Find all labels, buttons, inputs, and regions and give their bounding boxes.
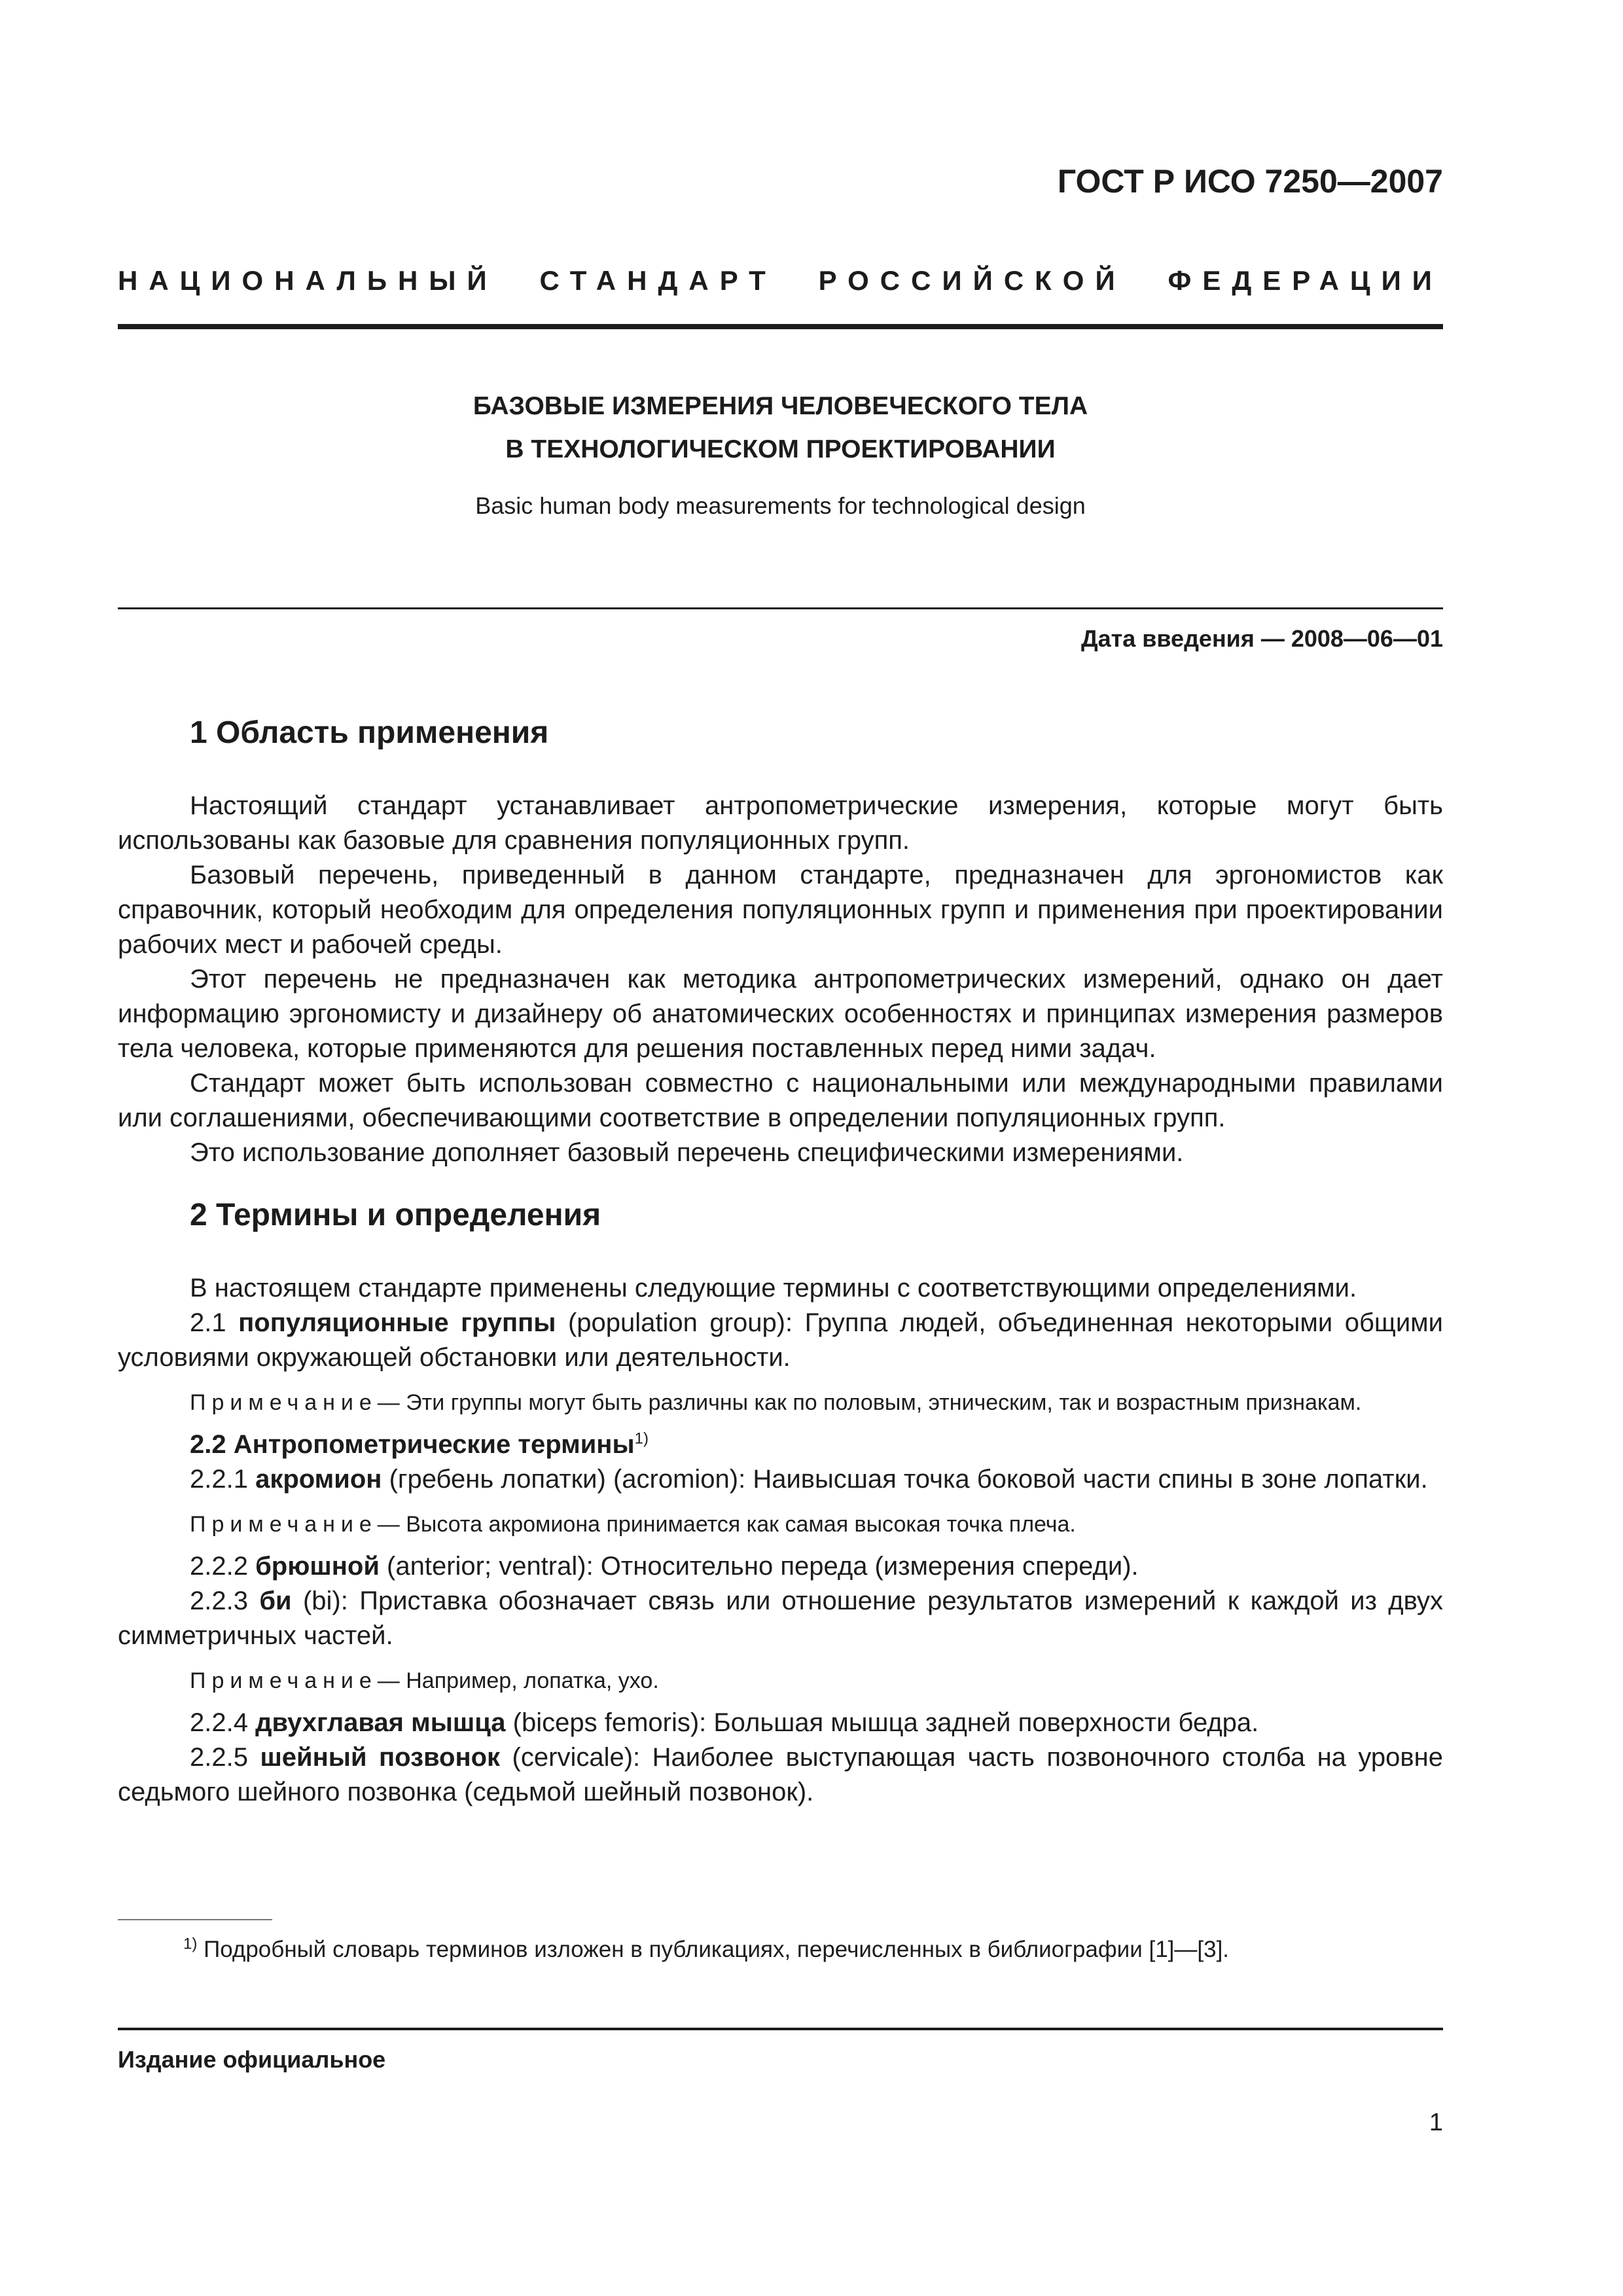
term-name: популяционные группы	[238, 1308, 556, 1337]
footer-rule	[118, 2028, 1443, 2030]
banner-word: НАЦИОНАЛЬНЫЙ	[118, 265, 498, 296]
note	[118, 1387, 1443, 1418]
paragraph: В настоящем стандарте применены следующие термины с соответствующими определениями.	[190, 1274, 1357, 1302]
note-text: — Например, лопатка, ухо.	[377, 1668, 659, 1693]
edition-label: Издание официальное	[118, 2046, 386, 2073]
paragraph: Настоящий стандарт устанавливает антропометрические измерения, которые могут быть использованы как базовые для сравнения популяционных групп.	[118, 791, 1443, 855]
term-2-1	[118, 1306, 1443, 1375]
page-number: 1	[1429, 2109, 1443, 2136]
note-text: — Высота акромиона принимается как самая высокая точка плеча.	[377, 1512, 1076, 1537]
paragraph: Это использование дополняет базовый перечень специфическими измерениями.	[190, 1138, 1184, 1167]
term-number: 2.2.5	[190, 1743, 260, 1772]
footnote-mark: 1)	[183, 1935, 198, 1953]
paragraph: Стандарт может быть использован совместно с национальными или международными правилами или соглашениями, обеспечивающими соответствие в определении популяционных групп.	[118, 1069, 1443, 1132]
term-definition: (anterior; ventral): Относительно переда (измерения спереди).	[379, 1552, 1139, 1581]
standard-banner	[118, 265, 1443, 296]
term-name: акромион	[255, 1465, 382, 1494]
note-label: Примечание	[190, 1512, 378, 1537]
section-2-heading: 2 Термины и определения	[190, 1198, 601, 1232]
banner-word: СТАНДАРТ	[539, 265, 777, 296]
english-title: Basic human body measurements for technological design	[475, 492, 1086, 519]
note-label: Примечание	[190, 1390, 378, 1415]
subsection-2-2-heading	[118, 1427, 1443, 1462]
term-definition: (гребень лопатки) (acromion): Наивысшая точка боковой части спины в зоне лопатки.	[382, 1465, 1428, 1494]
header-rule	[118, 324, 1443, 329]
term-definition: (biceps femoris): Большая мышца задней поверхности бедра.	[505, 1708, 1259, 1737]
banner-word: ФЕДЕРАЦИИ	[1168, 265, 1443, 296]
term-name: шейный позвонок	[260, 1743, 501, 1772]
note	[118, 1665, 1443, 1696]
title-rule	[118, 607, 1443, 609]
footnote-marker: 1)	[634, 1429, 649, 1448]
term-definition: (population group): Группа людей, объединенная некоторыми общими условиями окружающей обстановки или деятельности.	[118, 1308, 1444, 1372]
term-name: двухглавая мышца	[255, 1708, 506, 1737]
term-2-2-5	[118, 1740, 1443, 1810]
note-text: — Эти группы могут быть различны как по половым, этническим, так и возрастным признакам.	[377, 1390, 1362, 1415]
term-definition: (bi): Приставка обозначает связь или отношение результатов измерений к каждой из двух симметричных частей.	[118, 1587, 1444, 1650]
term-2-2-2	[118, 1549, 1443, 1584]
body-content	[118, 704, 1443, 1810]
term-name: би	[259, 1587, 292, 1615]
term-number: 2.2.1	[190, 1465, 256, 1494]
footnote-text: Подробный словарь терминов изложен в публикациях, перечисленных в библиографии [1]—[3].	[197, 1937, 1230, 1962]
subsection-title: 2.2 Антропометрические термины	[190, 1430, 635, 1459]
paragraph: Этот перечень не предназначен как методика антропометрических измерений, однако он дает информацию эргономисту и дизайнеру об анатомических особенностях и принципах измерения размеров тела человека, которые применяются для решения поставленных перед ними задач.	[118, 965, 1443, 1063]
term-2-2-1	[118, 1462, 1443, 1497]
paragraph: Базовый перечень, приведенный в данном стандарте, предназначен для эргономистов как справочник, который необходим для определения популяционных групп и применения при проектировании рабочих мест и рабочей среды.	[118, 861, 1443, 959]
banner-word: РОССИЙСКОЙ	[818, 265, 1126, 296]
footnote	[118, 1934, 1443, 1965]
term-number: 2.2.3	[190, 1587, 260, 1615]
introduction-date: Дата введения — 2008—06—01	[1080, 625, 1443, 652]
term-2-2-4	[118, 1706, 1443, 1740]
document-title	[118, 385, 1443, 471]
section-1-heading: 1 Область применения	[190, 715, 549, 750]
note-label: Примечание	[190, 1668, 378, 1693]
title-line-1: БАЗОВЫЕ ИЗМЕРЕНИЯ ЧЕЛОВЕЧЕСКОГО ТЕЛА	[473, 392, 1088, 420]
term-name: брюшной	[255, 1552, 380, 1581]
term-2-2-3	[118, 1584, 1443, 1653]
document-code: ГОСТ Р ИСО 7250—2007	[1057, 163, 1443, 200]
term-number: 2.2.2	[190, 1552, 256, 1581]
term-number: 2.2.4	[190, 1708, 256, 1737]
term-definition: (cervicale): Наиболее выступающая часть позвоночного столба на уровне седьмого шейного позвонка (седьмой шейный позвонок).	[118, 1743, 1444, 1806]
note	[118, 1509, 1443, 1540]
footnote-separator	[118, 1919, 272, 1920]
term-number: 2.1	[190, 1308, 239, 1337]
title-line-2: В ТЕХНОЛОГИЧЕСКОМ ПРОЕКТИРОВАНИИ	[505, 435, 1056, 463]
